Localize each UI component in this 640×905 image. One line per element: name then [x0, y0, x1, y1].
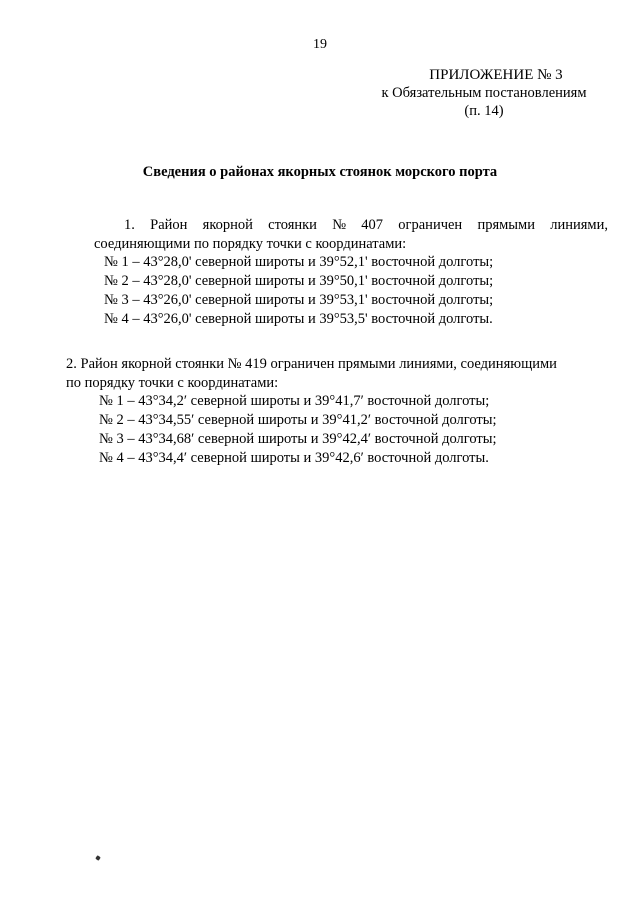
coordinate-point: № 2 – 43°34,55′ северной широты и 39°41,2′ восточной долготы;	[99, 412, 497, 429]
word: прямыми	[477, 217, 535, 233]
area-2-continuation: по порядку точки с координатами:	[66, 374, 279, 391]
coordinate-point: № 2 – 43°28,0' северной широты и 39°50,1' восточной долготы;	[104, 273, 494, 290]
coordinate-point: № 4 – 43°34,4′ северной широты и 39°42,6′ восточной долготы.	[99, 449, 489, 466]
area-1-first-line	[124, 216, 608, 235]
word: 1.	[124, 217, 135, 233]
anchorage-area-2	[66, 355, 608, 467]
area-2-first-line: 2. Район якорной стоянки № 419 ограничен прямыми линиями, соединяющими	[66, 356, 557, 372]
document-title: Сведения о районах якорных стоянок морского порта	[142, 164, 498, 180]
page-number: 19	[313, 37, 327, 52]
word: №	[332, 217, 347, 233]
word: стоянки	[268, 217, 317, 233]
anchorage-area-1	[94, 216, 608, 328]
coordinate-point: № 1 – 43°34,2′ северной широты и 39°41,7′ восточной долготы;	[99, 393, 490, 410]
word: линиями,	[550, 217, 608, 233]
appendix-title: ПРИЛОЖЕНИЕ № 3	[429, 67, 563, 83]
word: якорной	[202, 217, 253, 233]
word: ограничен	[398, 217, 463, 233]
area-1-continuation: соединяющими по порядку точки с координатами:	[94, 235, 407, 252]
coordinate-point: № 4 – 43°26,0' северной широты и 39°53,5' восточной долготы.	[104, 310, 493, 327]
coordinate-point: № 1 – 43°28,0' северной широты и 39°52,1' восточной долготы;	[104, 254, 494, 271]
appendix-header	[360, 66, 608, 120]
coordinate-point: № 3 – 43°34,68′ северной широты и 39°42,4′ восточной долготы;	[99, 430, 497, 447]
word: Район	[150, 217, 188, 233]
scan-speck-mark	[95, 855, 101, 861]
appendix-subtitle: к Обязательным постановлениям	[381, 85, 587, 101]
word: 407	[361, 217, 384, 233]
appendix-clause: (п. 14)	[464, 103, 504, 119]
coordinate-point: № 3 – 43°26,0' северной широты и 39°53,1' восточной долготы;	[104, 291, 494, 308]
